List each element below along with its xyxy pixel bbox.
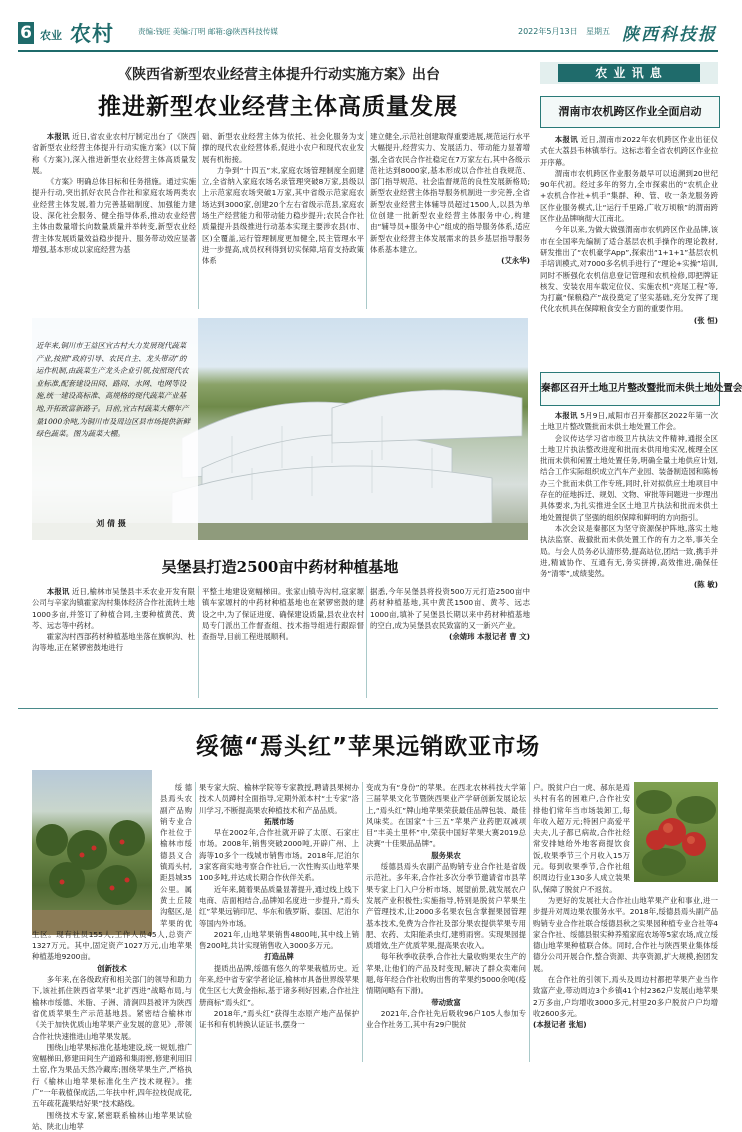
paragraph: 本次会议是秦都区为坚守资源保护阵地,落实土地执法监察、裁撤批而未供处置工作的有力之举,事关全局。与会人员务必认清形势,提高站位,团结一致,携手并进,精诚协作、互通有无,务实拼搏,高效推进,确保任务“清零”,成绩斐然。	[540, 523, 718, 579]
paragraph: 力争到“十四五”末,家庭农场管理制度全面建立,全省纳入家庭农场名录管理突破8万家,县级以上示范家庭农场突破1万家,其中省级示范家庭农场达到3000家,创建20个左右省级示范县,家庭农场生产经营能力和带动能力稳步提升;农民合作社质量提升县级推进行动基本实现主要涉农县(市、区)全覆盖,运行管理制度更加健全,民主管理水平进一步提高,成员权利得到切实保障,培育支持政策体系	[202, 165, 364, 266]
paragraph: 今年以来,为做大做强渭南市农机跨区作业品牌,该市在全国率先编制了适合基层农机手操作的理论教材,研发推出了“农机豪学App”,探索出“1+1+1”基层农机手培训模式,对7000多名机手进行了“理论+实操”培训,同时不断强化农机信息登记管理和农机检修,即把牌证核发、安装农用车载定位仪、实施农机“亮尾工程”等,为打赢“保粮稳产”战役奠定了坚实基础,充分发挥了现代化农机具在保障粮食安全方面的重要作用。	[540, 225, 718, 314]
lead-title: 推进新型农业经营主体高质量发展	[98, 94, 458, 120]
column-divider	[366, 586, 367, 698]
paragraph: 绥德县焉头农副产品购销专业合作社位于榆林市绥德县义合镇焉头村,距县城35公里。属黄土丘陵沟壑区,是苹果的优生区。现有社员155人,工作人员45人,总资产1327万元。其中,固定资产1027万元,山地苹果种植基地9200亩。	[32, 783, 192, 962]
sidebar-story1-title-box	[540, 96, 720, 128]
photo-credit: 刘 倩 摄	[96, 518, 126, 528]
paragraph: 据悉,今年吴堡县将投资500万元打造2500亩中药材种植基地,其中黄芪1500亩、黄芩、远志1000亩,填补了吴堡县长期以来中药材种植基地的空白,成为吴堡县农民致富的又一新兴产业。	[370, 587, 530, 630]
greenhouse-photo	[32, 318, 528, 540]
lead-column-1	[32, 131, 196, 311]
byline: (陈 敏)	[693, 580, 718, 590]
sidebar-story2-title-box	[540, 372, 742, 406]
sidebar-header-label: 农 业 讯 息	[595, 66, 663, 80]
paragraph: 变成为有“身份”的苹果。在西北农林科技大学第三届苹果文化节暨陕西果业产学研创新发展论坛上,“焉头红”牌山地苹果荣获最佳品牌包装、最佳风味奖。在国家“十三五”苹果产业药肥双减项目“丰美土里杯”中,荣获中国好苹果大赛2019总决赛“十佳果品品牌”。	[366, 783, 526, 849]
paragraph: 本报讯 近日,渭南市2022年农机跨区作业出征仪式在大荔县韦林镇举行。这标志着全省农机跨区作业拉开序幕。	[540, 135, 718, 167]
apple-column-1	[32, 782, 192, 1131]
sidebar-story1-title: 渭南市农机跨区作业全面启动	[558, 105, 702, 118]
paragraph: 围绕山地苹果标准化基地建设,统一规划,推广宽幅梯田,修建田间生产道路和集雨窖,修建利用旧土窑,作为果品天然冷藏库;围绕苹果生产,严格执行《榆林山地苹果标准化生产技术规程》。推广“一年栽植保成活,二年扶中杆,四年拉枝促成花,五年疏花蔬果结好果”技术路线。	[32, 1042, 192, 1109]
apple-story-title: 绥德“焉头红”苹果远销欧亚市场	[195, 734, 541, 760]
issue-date: 2022年5月13日	[518, 27, 578, 36]
photo-caption: 近年来,铜川市王益区宜古村大力发展现代蔬菜产业,按照“政府引导、农民自主、龙头带动”的运作机制,由蔬菜生产龙头企业引领,按照现代农业标准,配套建设田间、路间、水网、电网等设施,统一建设高标准、高规格的现代蔬菜产业基地,开拓致富新路子。目前,宜古村蔬菜大棚年产量1000余吨,为铜川市及周边区县市场提供新鲜绿色蔬菜。图为蔬菜大棚。	[36, 341, 191, 439]
lead-kicker: 《陕西省新型农业经营主体提升行动实施方案》出台	[118, 67, 440, 83]
subhead: 服务果农	[431, 850, 461, 860]
sidebar-story1-body	[540, 134, 718, 366]
byline: (余婧玮 本报记者 曹 文)	[449, 632, 530, 642]
paragraph: 户。脱贫户白一虎、郝东是焉头村有名的困难户,合作社安排他们常年当市场装卸工,每年收入超万元;特困户高爱平夫夫,儿子都已病故,合作社经常安排她给外地客商提饮食饭,收果季节三个月收入15万元。每到收果季节,合作社组织周边行业130多人成立装果队,保障了脱贫户不返贫。	[533, 783, 630, 894]
apple-column-2	[199, 782, 359, 1062]
paragraph: 建立健全,示范社创建取得重要进展,规范运行水平大幅提升,经营实力、发展活力、带动能力显著增强,全省农民合作社稳定在7万家左右,其中各级示范社达到8000家,基本形成以合作社自我规范、部门指导规范、社会监督规范的良性发展新格局;新型农业经营主体指导服务机制进一步完善,全省新型农业经营主体辅导员超过1500人,以县为单位创建一批新型农业经营主体服务中心,构建由“辅导员+服务中心”组成的指导服务体系,适应新型农业经营主体发展需求的县乡基层指导服务体系基本建立。	[370, 132, 530, 254]
byline: (本报记者 张旭)	[533, 1020, 587, 1030]
masthead-logo: 陕西科技报	[622, 25, 717, 45]
photo-wrap-spacer	[32, 770, 160, 922]
herb-column-2	[202, 586, 364, 702]
paragraph: 每年秋季收获季,合作社大量收购果农生产的苹果,让他们的产品及时变现,解决了群众卖难问题,每年经合作社收购出售的苹果约5000余吨(疫情期间略有下滑)。	[366, 952, 526, 996]
herb-column-1	[32, 586, 195, 702]
paragraph: 多年来,在各级政府和相关部门的领导和助力下,该社抓住陕西省苹果“北扩西进”战略布局,与榆林市绥德、米脂、子洲、清涧四县被评为陕西省优质苹果生产示范基地县。紧密结合榆林市《关于加快优质山地苹果产业发展的意见》,带领合作社快速推进山地苹果发展。	[32, 975, 192, 1041]
sidebar-story2-title: 秦都区召开土地卫片整改暨批而未供土地处置会	[541, 383, 742, 394]
paragraph: 提质出品牌,绥德有悠久的苹果栽植历史。近年来,经中省专家学者论证,榆林市具备世界级苹果优生区七大黄金指标,基于诸多利好因素,合作社注册商标“焉头红”。	[199, 963, 359, 1007]
paragraph: 为更好的发展社大合作社山地苹果产业和事业,进一步提升对周边果农服务水平。2018年,绥德县焉头副产品购销专业合作社联合绥德县秋之实果园种植专业合社等4家合作社、绥德县银实种养殖家庭农场等5家农场,成立绥德山地苹果种植联合体。同时,合作社与陕西果业集体绥德分公司开展合作,整合资源、共享资源,扩大规模,抱团发展。	[533, 895, 718, 973]
paragraph: 平整土地建设宽幅梯田。张家山镇寺沟村,寇家塬镇车家塬村的中药材种植基地也在紧锣密鼓的建设之中,为了保证进度、确保建设质量,县农业农村局专门派出工作督查组、技术指导组进行跟踪督查指导,目前工程进展顺利。	[202, 587, 364, 642]
column-divider	[198, 586, 199, 698]
paragraph: 绥德县焉头农副产品购销专业合作社是省级示范社。多年来,合作社多次分季节邀请省市县苹果专家上门入户分析市场、展望前景,就发展农户发展产业积极性;实施指导,特别是脱贫户苹果生产管理技术,让2000多名果农包含掌握果园管理基本技术,免费为合作社及部分果农提供苹果专用肥、农药、太阳能杀虫灯,建剪雨窖。实现果园提质增效,生产优质苹果,提高果农收入。	[366, 862, 526, 951]
paragraph: 础、新型农业经营主体为依托、社会化服务为支撑的现代农业经营体系,促进小农户和现代农业发展有机衔接。	[202, 132, 364, 164]
herb-story-title: 吴堡县打造2500亩中药材种植基地	[161, 558, 399, 576]
paragraph: 早在2002年,合作社就开辟了太原、石家庄市场。2008年,销售突破2000吨,开辟广州、上海等10多个一线城市销售市场。2018年,尼泊尔3家客商实地考察合作社后,一次性购买山地苹果100多吨,并达成长期合作伙伴关系。	[199, 828, 359, 883]
apple-column-3	[366, 782, 526, 1062]
section-divider	[18, 708, 718, 709]
column-divider	[362, 782, 363, 1062]
paragraph: 围绕技术专家,紧密联系榆林山地苹果试验站、陕北山地苹	[32, 1110, 192, 1131]
page-header	[0, 18, 735, 50]
header-rule	[18, 50, 718, 52]
page-number: 6	[18, 22, 34, 44]
lead-column-3	[370, 131, 530, 311]
paragraph: 2021年,山地苹果销售4800吨,其中线上销售200吨,共计实现销售收入3000多万元。	[199, 929, 359, 951]
paragraph: 霍家沟村西部药材种植基地坐落在旗帜沟、杜沟等地,正在紧锣密鼓地进行	[32, 632, 195, 653]
subhead: 拓展市场	[264, 816, 294, 826]
sidebar-header	[540, 62, 718, 84]
section-label-b: 农村	[70, 21, 114, 46]
column-divider	[198, 131, 199, 309]
issue-weekday: 星期五	[586, 27, 610, 36]
herb-column-3	[370, 586, 530, 702]
column-divider	[529, 782, 530, 1062]
editors-line: 责编:钱旺 美编:汀明 邮箱:@陕西科技传媒	[138, 27, 278, 36]
column-divider	[195, 782, 196, 1062]
apple-column-4	[533, 782, 718, 1062]
paragraph: 本报讯 近日,省农业农村厅制定出台了《陕西省新型农业经营主体提升行动实施方案》(以下简称《方案》),深入推进新型农业经营主体高质量发展。	[32, 132, 196, 175]
lead-column-2	[202, 131, 364, 311]
paragraph: 2018年,“焉头红”获得生态原产地产品保护证书和有机转换认证证书,摆身一	[199, 1008, 359, 1030]
paragraph: 渭南市农机跨区作业服务最早可以追溯到20世纪90年代初。经过多年的努力,全市探索出的“农机企业+农机合作社+机手”集群、种、管、收一条龙服务跨区作业服务模式,让“运行千里路,广收万顷粮”的渭南跨区作业品牌响彻大江南北。	[540, 168, 718, 224]
paragraph: 本报讯 近日,榆林市吴堡县丰禾农业开发有限公司与辛家沟镇霍家沟村集体经济合作社流转土地1000多亩,并签订了种植合同,主要种植黄芪、黄芩、远志等中药材。	[32, 587, 195, 630]
paragraph: 会议传达学习省市级卫片执法文件精神,通报全区土地卫片执法整改进度和批而未供用地实况,梳理全区批而未供和闲置土地处置任务,明确全量土地供应计划,结合工作实际组织成立汽车产业园、装备制造园和陈杨办三个批而未供工作专班,同时,针对拟供应土地项目中存在的征地拆迁、规划、文物、审批等问题进一步理出具体要求,为扎实推进全区土地卫片执法和批而未供土地处置提供了坚强的组织保障和鲜明的方向指引。	[540, 433, 718, 522]
paragraph: 本报讯 5月9日,咸阳市召开秦都区2022年第一次土地卫片整改暨批而未供土地处置工作会。	[540, 411, 718, 432]
photo-wrap-spacer	[630, 782, 718, 890]
paragraph: 在合作社的引领下,焉头及周边村都把苹果产业当作致富产业,带动周边3个乡镇41个村2362户发展山地苹果2万多亩,户均增收3000多元,村里20多户脱贫户户均增收2600多元。	[533, 975, 718, 1018]
paragraph: 2021年,合作社先后吸收96户105人参加专业合作社务工,其中有29户脱贫	[366, 1008, 526, 1030]
byline: (艾永华)	[501, 256, 530, 266]
column-divider	[366, 131, 367, 309]
subhead: 打造品牌	[264, 952, 294, 962]
section-label-a: 农业	[40, 29, 62, 42]
subhead: 创新技术	[97, 963, 127, 973]
paragraph: 《方案》明确总体目标和任务措施。通过实施提升行动,突出抓好农民合作社和家庭农场两类农业经营主体发展,着力完善基础制度、加强能力建设、深化社会服务、健全指导体系,推动农业经营主体由数量增长向数量质量并举转变,新型农业经营主体发展质量效益稳步提升、服务带动效应显著增强,基本形成以家庭经营为基	[32, 177, 196, 254]
paragraph: 果专家大院、榆林学院等专家教授,聘请县果树办技术人员蹲村全面指导,定期外派本村“土专家”洛川学习,不断提高果农种植技术和产品品质。	[199, 783, 359, 815]
sidebar-story2-body	[540, 410, 718, 644]
subhead: 带动致富	[431, 997, 461, 1007]
byline: (张 恒)	[693, 315, 718, 325]
paragraph: 近年来,随着果品质量显著提升,通过线上线下电商、店面相结合,品牌知名度进一步提升,“焉头红”苹果远销印尼、华东和俄罗斯、泰国、尼泊尔等国内外市场。	[199, 884, 359, 928]
